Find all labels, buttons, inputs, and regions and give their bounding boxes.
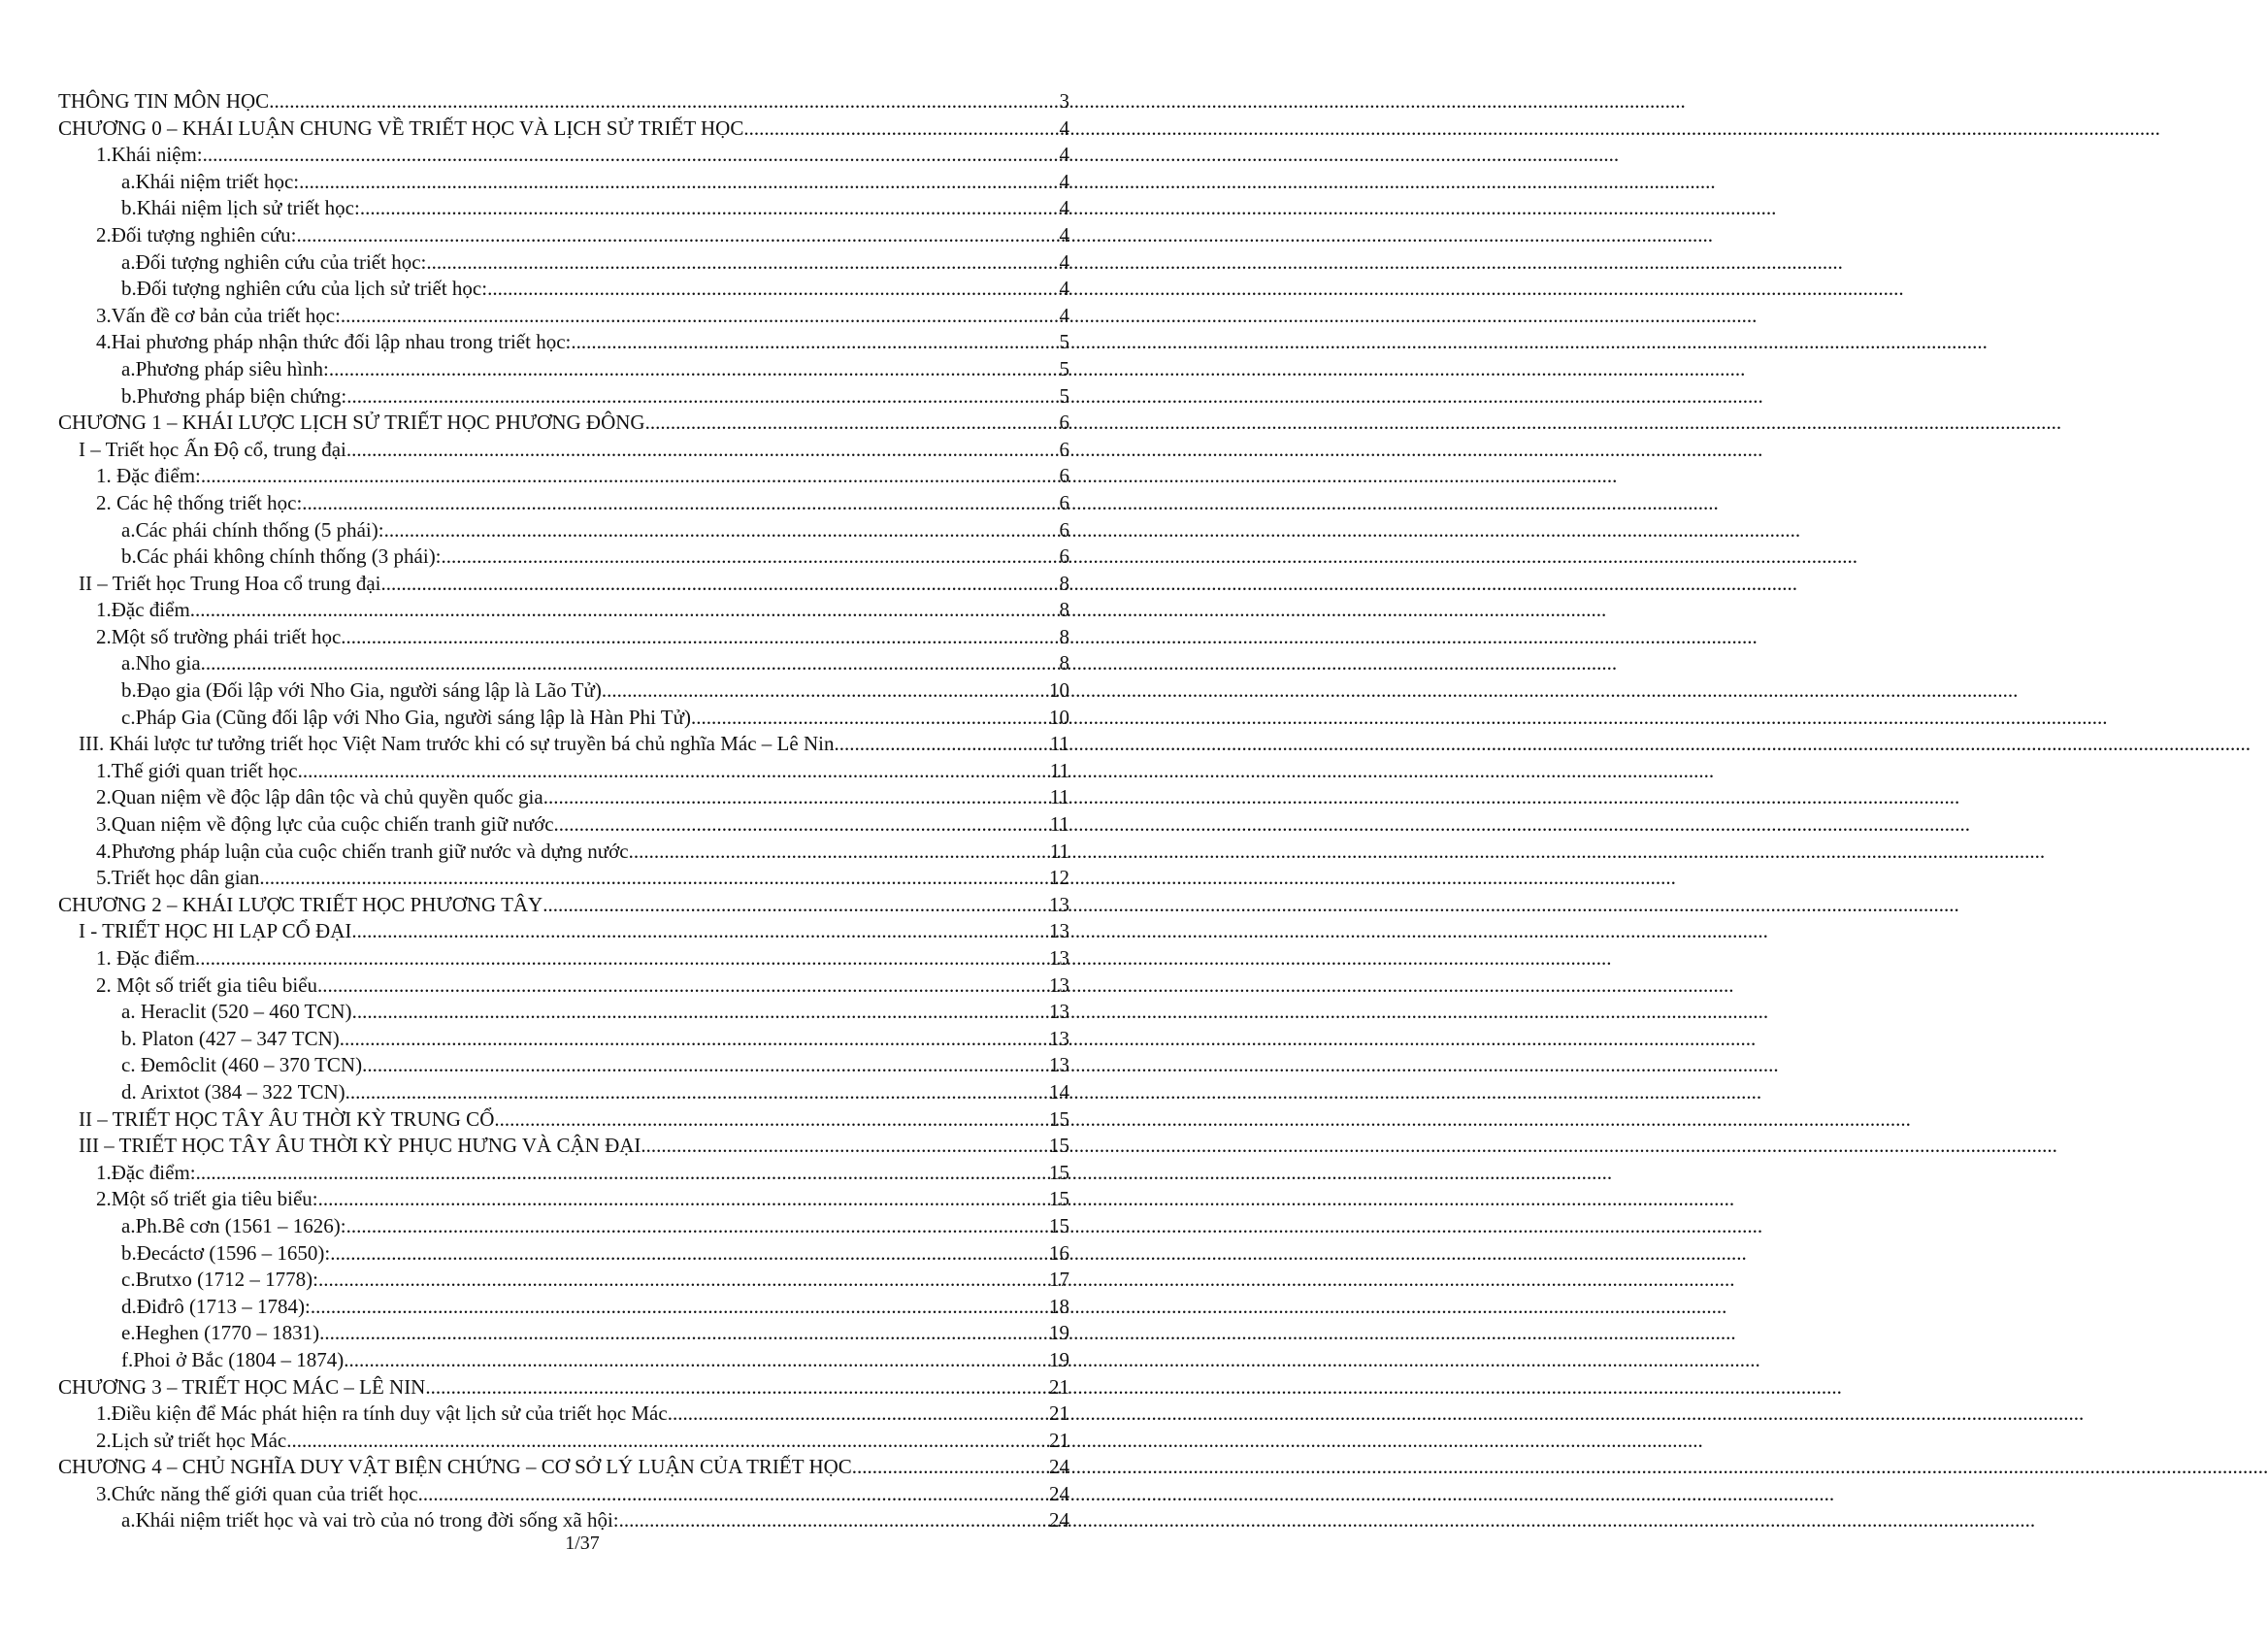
toc-entry[interactable]: [58, 650, 1069, 677]
toc-dot-leader: [384, 517, 1059, 544]
toc-entry-title: 1. Đặc điểm:: [96, 464, 201, 488]
toc-entry-title: a. Heraclit (520 – 460 TCN): [121, 1000, 352, 1024]
toc-entry-title: 3.Chức năng thế giới quan của triết học: [96, 1481, 418, 1505]
toc-entry[interactable]: [58, 356, 1069, 383]
toc-entry-page: 21: [1049, 1374, 1069, 1399]
toc-dot-leader: [286, 1428, 1048, 1455]
toc-entry[interactable]: [58, 571, 1069, 598]
toc-entry[interactable]: [58, 811, 1069, 839]
toc-dot-leader: [852, 1454, 1048, 1481]
toc-entry[interactable]: [58, 865, 1069, 892]
toc-entry-title: b.Phương pháp biện chứng:: [121, 383, 347, 408]
toc-entry-page: 16: [1049, 1240, 1069, 1265]
toc-entry-page: 10: [1049, 705, 1069, 729]
toc-entry[interactable]: [58, 1106, 1069, 1134]
toc-dot-leader: [330, 1240, 1048, 1268]
toc-entry-title: 1.Khái niệm:: [96, 143, 203, 167]
toc-entry-page: 5: [1059, 330, 1069, 354]
toc-entry-title: CHƯƠNG 1 – KHÁI LƯỢC LỊCH SỬ TRIẾT HỌC PHƯƠNG ĐÔNG: [58, 411, 645, 435]
toc-entry[interactable]: [58, 1401, 1069, 1428]
toc-entry-page: 15: [1049, 1106, 1069, 1131]
toc-dot-leader: [201, 463, 1059, 490]
toc-entry-page: 19: [1049, 1321, 1069, 1345]
toc-dot-leader: [341, 303, 1059, 330]
toc-dot-leader: [259, 865, 1048, 892]
toc-dot-leader: [201, 650, 1059, 677]
toc-dot-leader: [381, 571, 1059, 598]
toc-dot-leader: [298, 758, 1049, 785]
toc-entry-page: 13: [1049, 972, 1069, 997]
toc-entry-title: a.Nho gia: [121, 651, 201, 676]
toc-entry[interactable]: [58, 222, 1069, 249]
toc-entry[interactable]: [58, 1347, 1069, 1374]
toc-entry[interactable]: [58, 1186, 1069, 1213]
toc-dot-leader: [318, 1186, 1048, 1213]
toc-dot-leader: [602, 677, 1048, 705]
toc-entry-page: 15: [1049, 1187, 1069, 1211]
toc-dot-leader: [691, 705, 1048, 732]
page-number: 1/37: [565, 1533, 600, 1554]
toc-entry-title: 1.Đặc điểm: [96, 598, 190, 622]
toc-entry-page: 10: [1049, 678, 1069, 703]
toc-entry-title: II – TRIẾT HỌC TÂY ÂU THỜI KỲ TRUNG CỔ: [79, 1106, 495, 1131]
toc-entry-page: 4: [1059, 115, 1069, 140]
toc-entry-page: 4: [1059, 143, 1069, 167]
toc-dot-leader: [834, 731, 1048, 758]
toc-entry-title: a.Khái niệm triết học và vai trò của nó trong đời sống xã hội:: [121, 1508, 619, 1533]
toc-entry-title: b.Các phái không chính thống (3 phái):: [121, 544, 442, 569]
toc-dot-leader: [329, 356, 1059, 383]
toc-dot-leader: [619, 1507, 1048, 1534]
toc-entry-title: I – Triết học Ấn Độ cổ, trung đại: [79, 437, 346, 461]
toc-dot-leader: [346, 437, 1059, 464]
toc-entry-title: d. Arixtot (384 – 322 TCN): [121, 1079, 345, 1104]
toc-entry-title: f.Phoi ở Bắc (1804 – 1874): [121, 1347, 345, 1371]
toc-entry[interactable]: [58, 1267, 1069, 1294]
toc-entry[interactable]: [58, 1294, 1069, 1321]
toc-entry[interactable]: [58, 1454, 1069, 1481]
toc-entry-title: b.Khái niệm lịch sử triết học:: [121, 196, 360, 220]
toc-entry[interactable]: [58, 1160, 1069, 1187]
toc-entry-page: 4: [1059, 222, 1069, 247]
toc-entry-title: 3.Quan niệm về động lực của cuộc chiến tranh giữ nước: [96, 812, 554, 837]
toc-entry-page: 6: [1059, 411, 1069, 435]
toc-entry-page: 8: [1059, 651, 1069, 676]
toc-entry-page: 6: [1059, 490, 1069, 514]
toc-entry[interactable]: [58, 142, 1069, 169]
toc-entry[interactable]: [58, 544, 1069, 571]
toc-entry-title: CHƯƠNG 4 – CHỦ NGHĨA DUY VẬT BIỆN CHỨNG – CƠ SỞ LÝ LUẬN CỦA TRIẾT HỌC: [58, 1455, 852, 1479]
toc-entry-page: 8: [1059, 598, 1069, 622]
toc-entry-page: 18: [1049, 1294, 1069, 1318]
toc-entry-title: 2.Một số triết gia tiêu biểu:: [96, 1187, 318, 1211]
toc-entry[interactable]: [58, 1133, 1069, 1160]
toc-entry-page: 13: [1049, 1000, 1069, 1024]
toc-entry-page: 14: [1049, 1079, 1069, 1104]
toc-entry-page: 4: [1059, 303, 1069, 327]
toc-dot-leader: [318, 1267, 1048, 1294]
toc-entry-page: 11: [1049, 732, 1069, 756]
toc-entry[interactable]: [58, 1374, 1069, 1401]
toc-entry[interactable]: [58, 784, 1069, 811]
toc-dot-leader: [554, 811, 1049, 839]
toc-entry-title: b.Đạo gia (Đối lập với Nho Gia, người sáng lập là Lão Tử): [121, 678, 602, 703]
toc-entry-page: 11: [1049, 839, 1069, 863]
toc-entry-title: 2. Các hệ thống triết học:: [96, 490, 303, 514]
toc-entry[interactable]: [58, 490, 1069, 517]
toc-dot-leader: [743, 115, 1058, 143]
toc-entry-title: CHƯƠNG 0 – KHÁI LUẬN CHUNG VỀ TRIẾT HỌC VÀ LỊCH SỬ TRIẾT HỌC: [58, 115, 744, 140]
toc-entry[interactable]: [58, 758, 1069, 785]
toc-entry-page: 13: [1049, 919, 1069, 943]
toc-entry-title: e.Heghen (1770 – 1831): [121, 1321, 320, 1345]
toc-entry-page: 15: [1049, 1160, 1069, 1184]
toc-dot-leader: [352, 999, 1048, 1026]
toc-entry-page: 8: [1059, 571, 1069, 595]
toc-entry[interactable]: [58, 115, 1069, 143]
toc-entry-title: a.Ph.Bê cơn (1561 – 1626):: [121, 1213, 346, 1237]
toc-dot-leader: [196, 1160, 1048, 1187]
toc-entry-page: 8: [1059, 624, 1069, 648]
toc-entry-title: CHƯƠNG 3 – TRIẾT HỌC MÁC – LÊ NIN: [58, 1374, 426, 1399]
toc-entry-page: 5: [1059, 383, 1069, 408]
toc-entry-title: II – Triết học Trung Hoa cổ trung đại: [79, 571, 381, 595]
toc-entry-page: 11: [1049, 785, 1069, 809]
toc-entry-page: 6: [1059, 464, 1069, 488]
toc-dot-leader: [341, 624, 1058, 651]
toc-dot-leader: [442, 544, 1059, 571]
toc-dot-leader: [203, 142, 1059, 169]
toc-entry-title: 1. Đặc điểm: [96, 946, 196, 970]
toc-entry-title: 2.Lịch sử triết học Mác: [96, 1428, 287, 1452]
toc-entry-title: I - TRIẾT HỌC HI LẠP CỔ ĐẠI: [79, 919, 352, 943]
toc-dot-leader: [297, 222, 1059, 249]
toc-entry-title: 2. Một số triết gia tiêu biểu: [96, 972, 318, 997]
toc-entry-title: 3.Vấn đề cơ bản của triết học:: [96, 303, 341, 327]
toc-dot-leader: [494, 1106, 1048, 1134]
toc-entry[interactable]: [58, 731, 1069, 758]
toc-dot-leader: [641, 1133, 1048, 1160]
toc-entry[interactable]: [58, 88, 1069, 115]
toc-dot-leader: [302, 490, 1058, 517]
toc-entry-title: b. Platon (427 – 347 TCN): [121, 1026, 340, 1050]
toc-entry[interactable]: [58, 705, 1069, 732]
toc-dot-leader: [543, 784, 1049, 811]
toc-entry[interactable]: [58, 437, 1069, 464]
toc-entry-title: d.Điđrô (1713 – 1784):: [121, 1294, 311, 1318]
toc-entry-title: THÔNG TIN MÔN HỌC: [58, 89, 270, 113]
toc-entry[interactable]: [58, 303, 1069, 330]
toc-entry[interactable]: [58, 945, 1069, 972]
toc-entry[interactable]: [58, 517, 1069, 544]
toc-dot-leader: [542, 892, 1048, 919]
toc-dot-leader: [426, 249, 1058, 277]
toc-entry[interactable]: [58, 1052, 1069, 1079]
table-of-contents: [58, 88, 1069, 1534]
toc-dot-leader: [487, 276, 1058, 303]
toc-entry[interactable]: [58, 276, 1069, 303]
toc-entry-page: 6: [1059, 437, 1069, 461]
toc-dot-leader: [362, 1052, 1048, 1079]
toc-entry-page: 19: [1049, 1347, 1069, 1371]
toc-dot-leader: [319, 1320, 1048, 1347]
toc-entry-title: 1.Đặc điểm:: [96, 1160, 196, 1184]
toc-entry[interactable]: [58, 1320, 1069, 1347]
toc-entry[interactable]: [58, 169, 1069, 196]
toc-entry-title: 5.Triết học dân gian: [96, 866, 260, 890]
toc-entry-title: 2.Quan niệm về độc lập dân tộc và chủ quyền quốc gia: [96, 785, 543, 809]
toc-entry-page: 13: [1049, 892, 1069, 916]
toc-entry[interactable]: [58, 383, 1069, 411]
toc-dot-leader: [360, 195, 1059, 222]
toc-entry-page: 21: [1049, 1401, 1069, 1426]
toc-entry-title: c. Đemôclit (460 – 370 TCN): [121, 1053, 363, 1077]
toc-entry-title: III. Khái lược tư tưởng triết học Việt Nam trước khi có sự truyền bá chủ nghĩa Mác – Lê Nin: [79, 732, 835, 756]
toc-entry-page: 3: [1059, 89, 1069, 113]
toc-entry-title: 4.Phương pháp luận của cuộc chiến tranh giữ nước và dựng nước: [96, 839, 629, 863]
toc-entry-title: 4.Hai phương pháp nhận thức đối lập nhau trong triết học:: [96, 330, 572, 354]
toc-entry-page: 15: [1049, 1134, 1069, 1158]
toc-dot-leader: [345, 1079, 1048, 1106]
toc-entry-title: c.Pháp Gia (Cũng đối lập với Nho Gia, người sáng lập là Hàn Phi Tử): [121, 705, 692, 729]
toc-entry-page: 4: [1059, 196, 1069, 220]
toc-dot-leader: [346, 1213, 1048, 1240]
toc-entry[interactable]: [58, 195, 1069, 222]
toc-dot-leader: [344, 1347, 1048, 1374]
toc-entry-page: 4: [1059, 169, 1069, 193]
toc-entry-page: 6: [1059, 544, 1069, 569]
toc-entry[interactable]: [58, 1240, 1069, 1268]
toc-entry-title: 1.Thế giới quan triết học: [96, 758, 298, 782]
toc-dot-leader: [645, 410, 1059, 437]
toc-entry[interactable]: [58, 918, 1069, 945]
toc-dot-leader: [346, 383, 1058, 411]
toc-entry[interactable]: [58, 1079, 1069, 1106]
toc-dot-leader: [668, 1401, 1048, 1428]
toc-dot-leader: [311, 1294, 1048, 1321]
toc-dot-leader: [269, 88, 1058, 115]
toc-dot-leader: [317, 972, 1048, 1000]
toc-entry[interactable]: [58, 329, 1069, 356]
toc-entry-page: 24: [1049, 1455, 1069, 1479]
toc-entry-title: a.Phương pháp siêu hình:: [121, 356, 329, 380]
toc-entry[interactable]: [58, 1481, 1069, 1508]
toc-entry-page: 4: [1059, 249, 1069, 274]
toc-dot-leader: [425, 1374, 1048, 1401]
toc-entry-title: b.Đecáctơ (1596 – 1650):: [121, 1240, 331, 1265]
toc-entry-page: 13: [1049, 1053, 1069, 1077]
toc-entry-page: 4: [1059, 277, 1069, 301]
toc-entry[interactable]: [58, 624, 1069, 651]
toc-dot-leader: [195, 945, 1048, 972]
toc-entry-page: 17: [1049, 1268, 1069, 1292]
toc-entry-title: a.Các phái chính thống (5 phái):: [121, 517, 384, 542]
toc-dot-leader: [571, 329, 1058, 356]
toc-entry[interactable]: [58, 999, 1069, 1026]
toc-entry[interactable]: [58, 1026, 1069, 1053]
toc-entry[interactable]: [58, 597, 1069, 624]
toc-entry[interactable]: [58, 677, 1069, 705]
toc-entry[interactable]: [58, 410, 1069, 437]
toc-entry-page: 24: [1049, 1508, 1069, 1533]
toc-dot-leader: [299, 169, 1058, 196]
toc-entry-page: 15: [1049, 1213, 1069, 1237]
toc-entry[interactable]: [58, 249, 1069, 277]
toc-entry-title: 1.Điều kiện để Mác phát hiện ra tính duy vật lịch sử của triết học Mác: [96, 1401, 668, 1426]
toc-entry[interactable]: [58, 1507, 1069, 1534]
toc-entry-page: 13: [1049, 1026, 1069, 1050]
toc-entry-title: c.Brutxo (1712 – 1778):: [121, 1268, 318, 1292]
toc-entry-page: 13: [1049, 946, 1069, 970]
toc-entry-page: 11: [1049, 758, 1069, 782]
toc-entry-page: 11: [1049, 812, 1069, 837]
toc-entry-page: 6: [1059, 517, 1069, 542]
toc-entry-title: CHƯƠNG 2 – KHÁI LƯỢC TRIẾT HỌC PHƯƠNG TÂY: [58, 892, 543, 916]
toc-entry[interactable]: [58, 972, 1069, 1000]
toc-entry-title: III – TRIẾT HỌC TÂY ÂU THỜI KỲ PHỤC HƯNG VÀ CẬN ĐẠI: [79, 1134, 641, 1158]
toc-entry[interactable]: [58, 463, 1069, 490]
toc-dot-leader: [418, 1481, 1048, 1508]
toc-entry[interactable]: [58, 1213, 1069, 1240]
toc-entry-page: 24: [1049, 1481, 1069, 1505]
toc-dot-leader: [351, 918, 1048, 945]
toc-entry-title: a.Đối tượng nghiên cứu của triết học:: [121, 249, 427, 274]
toc-entry-page: 21: [1049, 1428, 1069, 1452]
toc-dot-leader: [340, 1026, 1048, 1053]
toc-entry[interactable]: [58, 892, 1069, 919]
toc-dot-leader: [190, 597, 1059, 624]
toc-entry-title: 2.Đối tượng nghiên cứu:: [96, 222, 297, 247]
toc-dot-leader: [629, 839, 1049, 866]
toc-entry-page: 5: [1059, 356, 1069, 380]
toc-entry-title: 2.Một số trường phái triết học: [96, 624, 342, 648]
toc-entry-page: 12: [1049, 866, 1069, 890]
toc-entry-title: a.Khái niệm triết học:: [121, 169, 300, 193]
toc-entry[interactable]: [58, 1428, 1069, 1455]
toc-entry-title: b.Đối tượng nghiên cứu của lịch sử triết học:: [121, 277, 488, 301]
toc-entry[interactable]: [58, 839, 1069, 866]
